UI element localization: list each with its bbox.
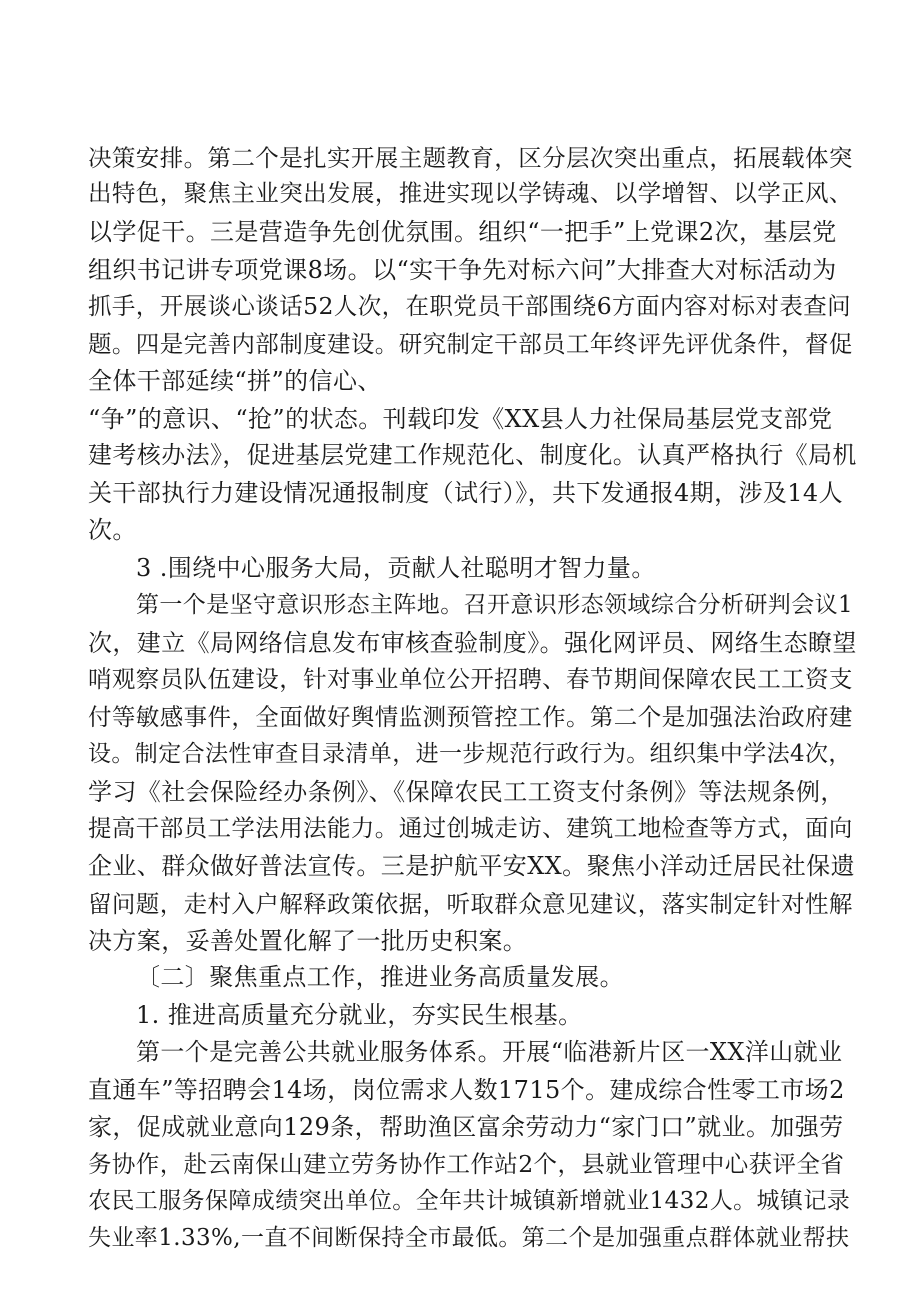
text-line: 农民工服务保障成绩突出单位。全年共计城镇新增就业1432人。城镇记录 — [88, 1188, 851, 1214]
text-line: 务协作，赴云南保山建立劳务协作工作站2个，县就业管理中心获评全省 — [88, 1150, 845, 1178]
text-line: 家，促成就业意向129条，帮助渔区富余劳动力“家门口”就业。加强劳 — [88, 1113, 844, 1141]
section-heading: 1. 推进高质量充分就业，夯实民生根基。 — [136, 1001, 583, 1029]
text-line: “争”的意识、“抢”的状态。刊载印发《XX县人力社保局基层党支部党 — [88, 405, 833, 433]
text-line: 抓手，开展谈心谈话52人次，在职党员干部围绕6方面内容对标对表查问 — [88, 292, 852, 320]
text-line: 直通车”等招聘会14场，岗位需求人数1715个。建成综合性零工市场2 — [88, 1076, 845, 1104]
text-line: 失业率1.33%,一直不间断保持全市最低。第二个是加强重点群体就业帮扶 — [88, 1225, 850, 1251]
text-line: 全体干部延续“拼”的信心、 — [88, 367, 382, 395]
text-line: 决策安排。第二个是扎实开展主题教育，区分层次突出重点，拓展载体突 — [88, 144, 853, 172]
text-line: 第一个是完善公共就业服务体系。开展“临港新片区一XX洋山就业 — [136, 1038, 843, 1066]
text-line: 企业、群众做好普法宣传。三是护航平安XX。聚焦小洋动迁居民社保遗 — [88, 852, 855, 880]
text-line: 哨观察员队伍建设，针对事业单位公开招聘、春节期间保障农民工工资支 — [88, 665, 853, 693]
text-line: 关干部执行力建设情况通报制度（试行）》，共下发通报4期，涉及14人 — [88, 479, 844, 507]
text-line: 建考核办法》，促进基层党建工作规范化、制度化。认真严格执行《局机 — [88, 441, 857, 469]
text-line: 次。 — [88, 516, 137, 544]
section-heading: 3 .围绕中心服务大局，贡献人社聪明才智力量。 — [136, 554, 656, 582]
text-line: 付等敏感事件，全面做好舆情监测预管控工作。第二个是加强法治政府建 — [88, 703, 853, 731]
text-line: 出特色，聚焦主业突出发展，推进实现以学铸魂、以学增智、以学正风、 — [88, 179, 853, 207]
section-heading: 〔二〕聚焦重点工作，推进业务高质量发展。 — [136, 963, 624, 991]
text-line: 设。制定合法性审查目录清单，进一步规范行政行为。组织集中学法4次， — [88, 741, 852, 767]
text-line: 提高干部员工学法用法能力。通过创城走访、建筑工地检查等方式，面向 — [88, 814, 853, 842]
text-line: 以学促干。三是营造争先创优氛围。组织“一把手”上党课2次，基层党 — [88, 218, 837, 246]
text-line: 留问题，走村入户解释政策依据，听取群众意见建议，落实制定针对性解 — [88, 890, 853, 918]
text-line: 决方案，妥善处置化解了一批历史积案。 — [88, 927, 528, 955]
text-line: 学习《社会保险经办条例》、《保障农民工工资支付条例》等法规条例， — [88, 778, 845, 806]
text-line: 题。四是完善内部制度建设。研究制定干部员工年终评先评优条件，督促 — [88, 330, 853, 358]
text-line: 次，建立《局网络信息发布审核查验制度》。强化网评员、网络生态瞭望 — [88, 629, 857, 657]
text-line: 组织书记讲专项党课8场。以“实干争先对标六问”大排查大对标活动为 — [88, 256, 837, 284]
text-line: 第一个是坚守意识形态主阵地。召开意识形态领域综合分析研判会议1 — [136, 592, 854, 618]
